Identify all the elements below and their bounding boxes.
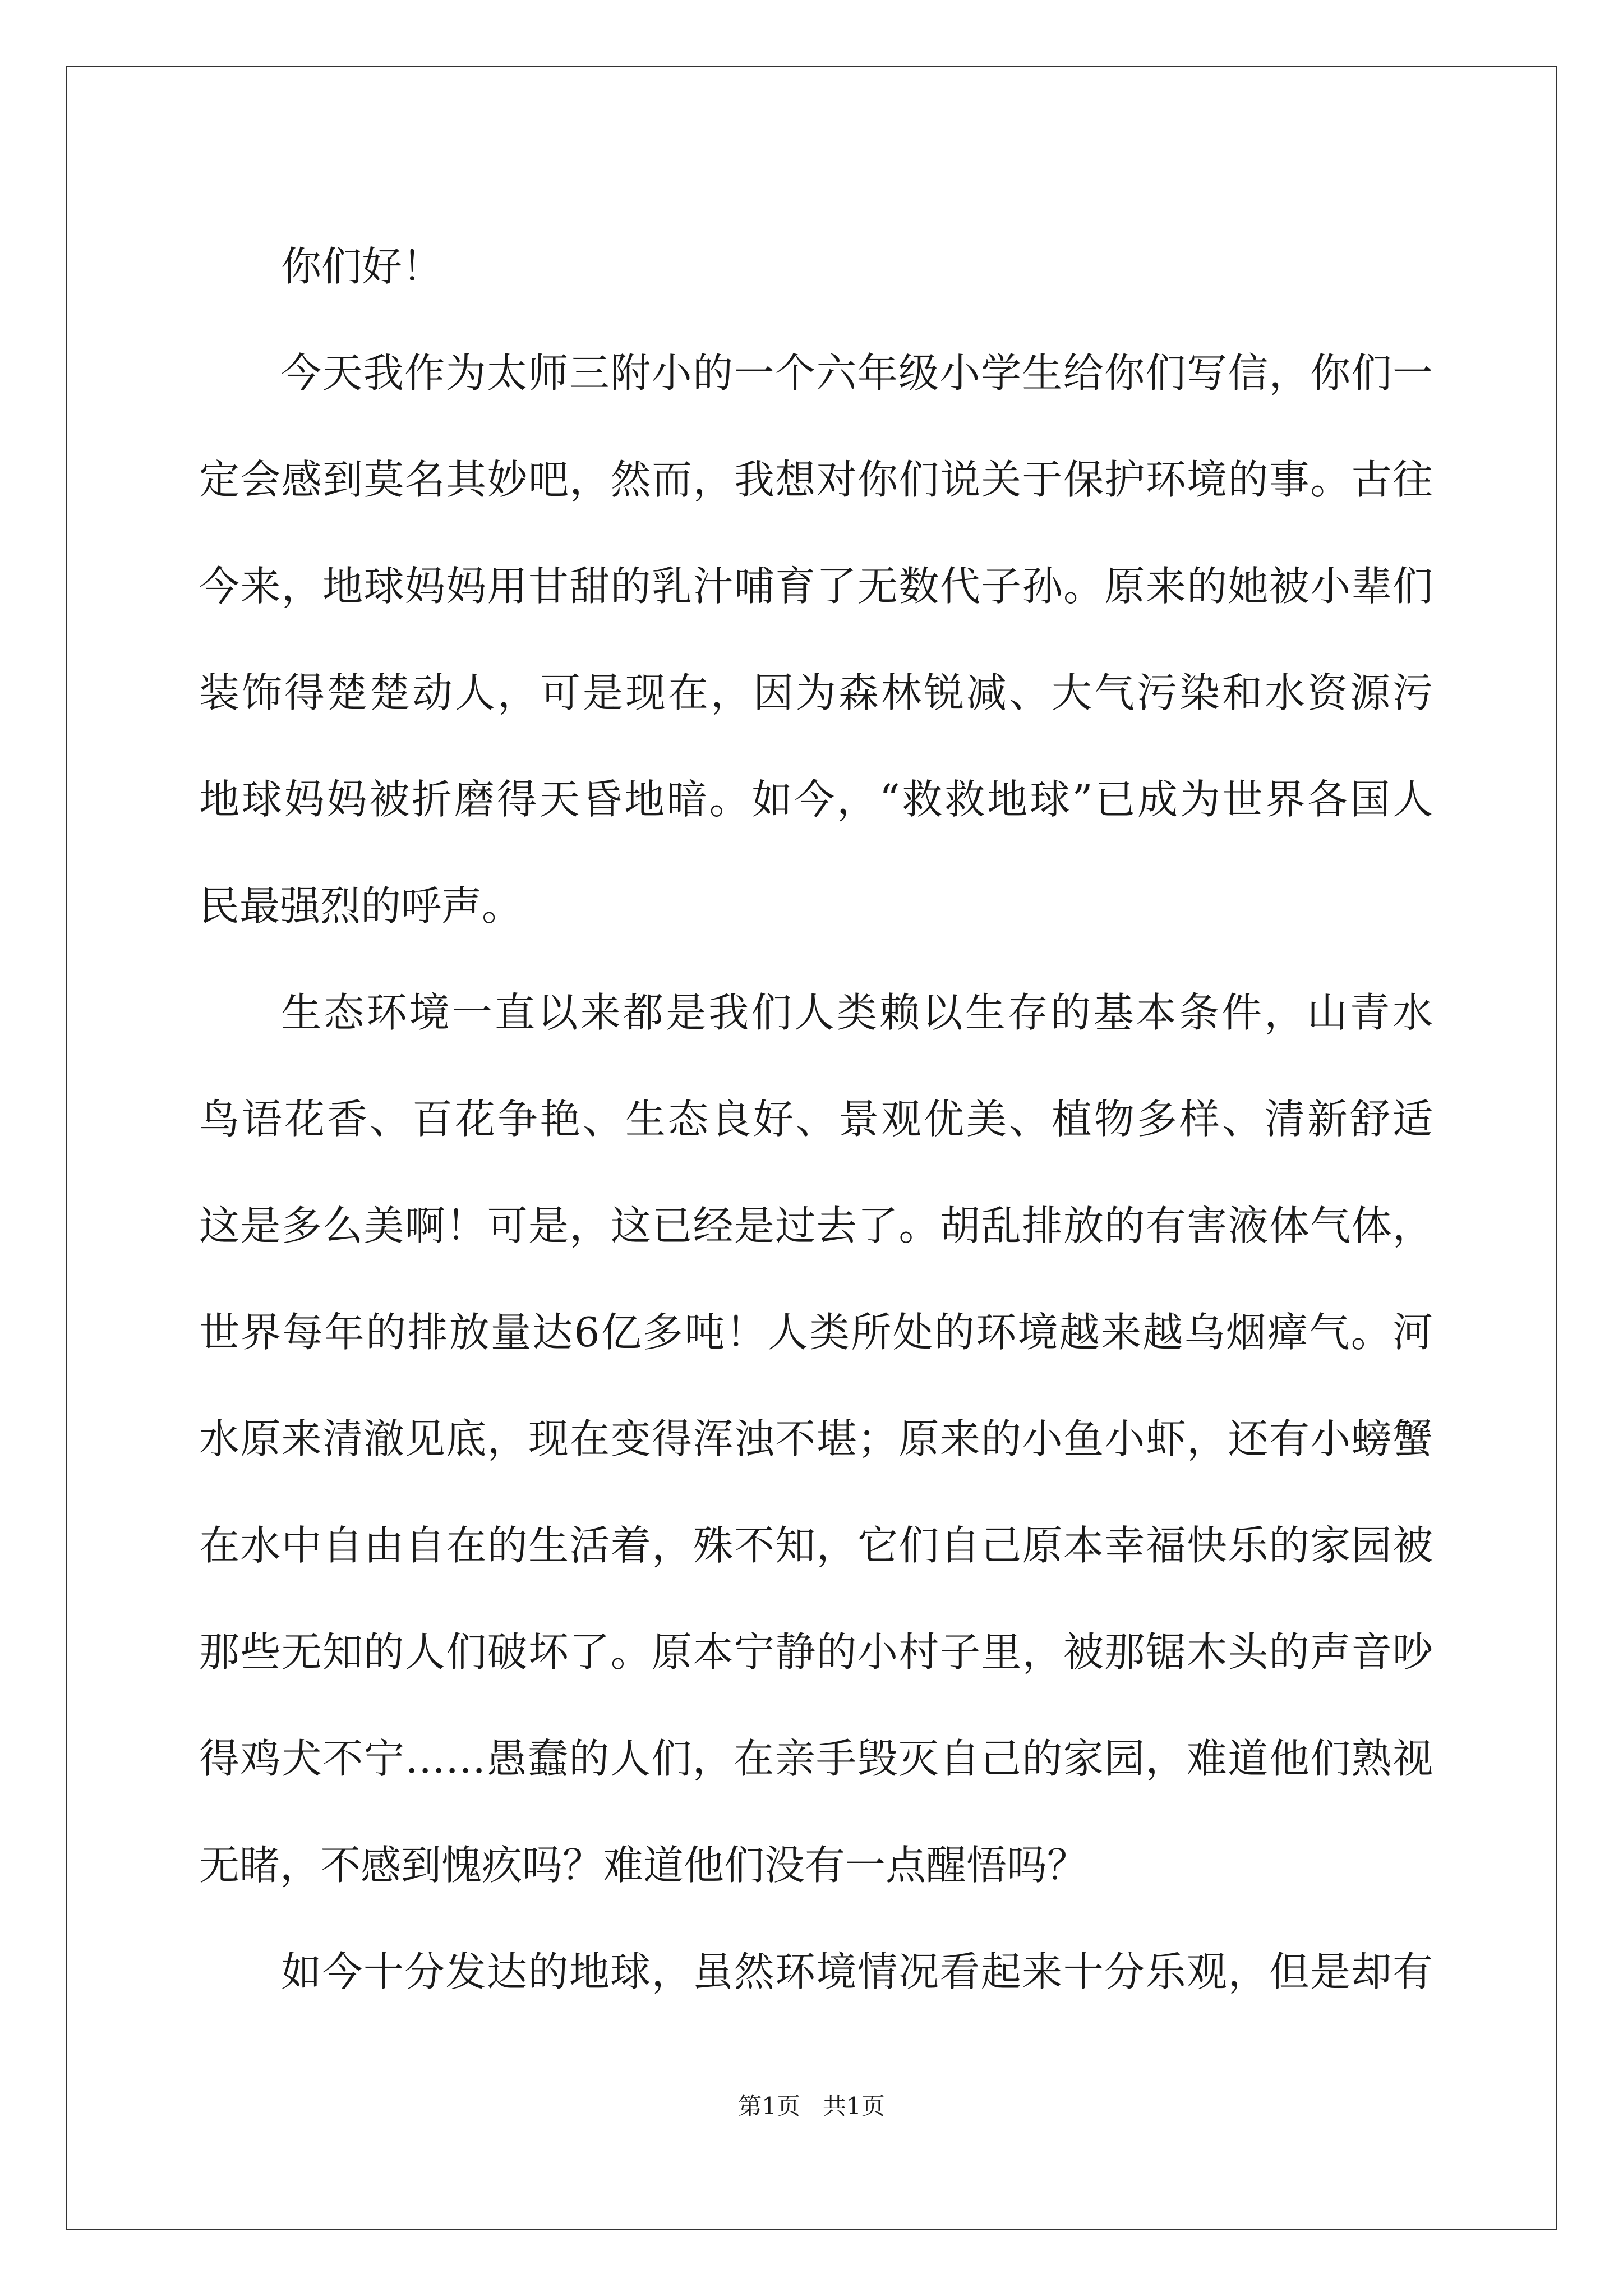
text-line: 地球妈妈被折磨得天昏地暗。如今，“救救地球”已成为世界各国人 (199, 776, 1433, 823)
text-line: 水原来清澈见底，现在变得浑浊不堪；原来的小鱼小虾，还有小螃蟹 (199, 1415, 1433, 1462)
text-line: 今来，地球妈妈用甘甜的乳汁哺育了无数代子孙。原来的她被小辈们 (199, 563, 1433, 610)
text-line: 世界每年的排放量达6亿多吨！人类所处的环境越来越乌烟瘴气。河 (199, 1309, 1433, 1356)
text-line: 民最强烈的呼声。 (199, 882, 523, 930)
text-line: 得鸡犬不宁……愚蠢的人们，在亲手毁灭自己的家园，难道他们熟视 (199, 1735, 1433, 1782)
text-line: 装饰得楚楚动人，可是现在，因为森林锐减、大气污染和水资源污 (199, 669, 1433, 716)
text-line: 那些无知的人们破坏了。原本宁静的小村子里，被那锯木头的声音吵 (199, 1628, 1433, 1676)
text-line: 今天我作为太师三附小的一个六年级小学生给你们写信，你们一 (281, 349, 1433, 397)
text-line: 这是多么美啊！可是，这已经是过去了。胡乱排放的有害液体气体， (199, 1202, 1433, 1249)
text-line: 鸟语花香、百花争艳、生态良好、景观优美、植物多样、清新舒适 (199, 1096, 1433, 1143)
page-footer: 第1页 共1页 (738, 2092, 885, 2120)
text-line: 如今十分发达的地球，虽然环境情况看起来十分乐观，但是却有 (281, 1948, 1433, 1995)
text-line: 生态环境一直以来都是我们人类赖以生存的基本条件，山青水 (281, 989, 1433, 1036)
letter-body (199, 213, 1433, 2025)
text-line: 定会感到莫名其妙吧，然而，我想对你们说关于保护环境的事。古往 (199, 456, 1433, 503)
text-line: 无睹，不感到愧疚吗？难道他们没有一点醒悟吗？ (199, 1842, 1088, 1889)
text-line: 在水中自由自在的生活着，殊不知，它们自己原本幸福快乐的家园被 (199, 1522, 1433, 1569)
text-line: 你们好！ (281, 243, 443, 290)
